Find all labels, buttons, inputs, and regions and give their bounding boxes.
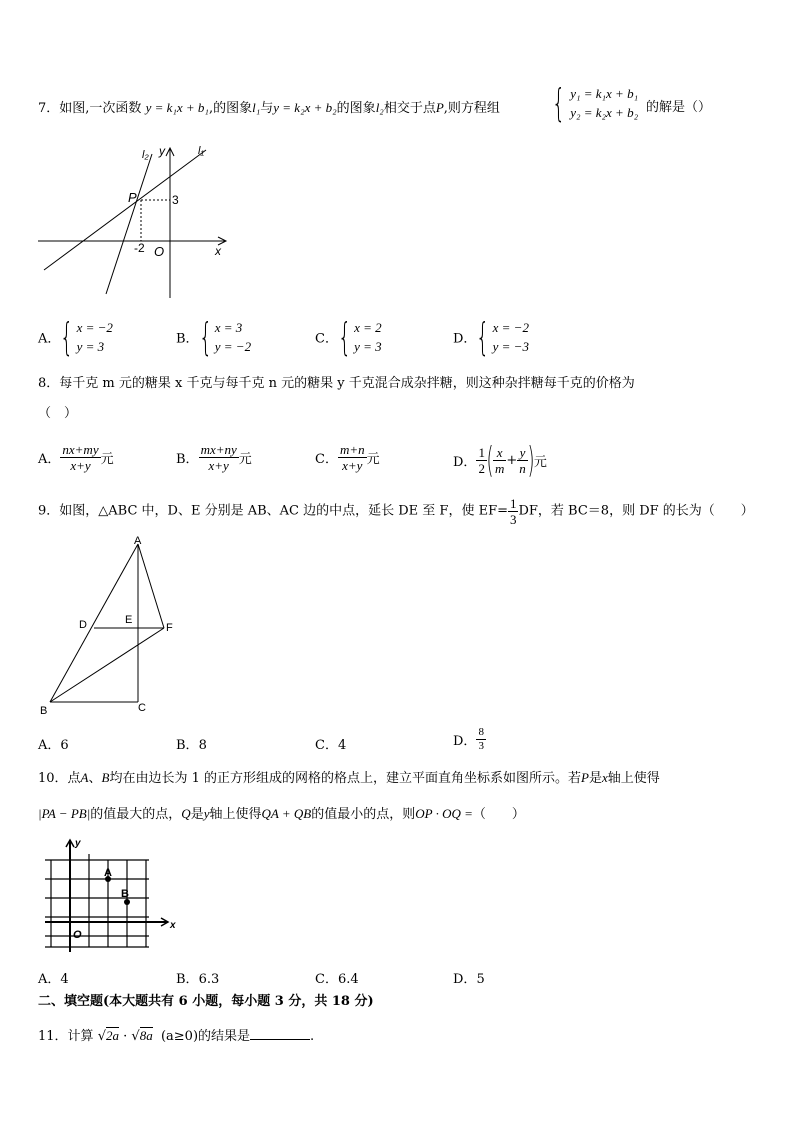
fraction (338, 442, 367, 473)
q9-option-d[interactable] (453, 726, 486, 753)
q7-text: 相交于点 (383, 101, 436, 116)
unit: 元 (366, 452, 380, 467)
option-line-1: x = −2 (492, 320, 529, 335)
q8-paren: （ ） (38, 406, 78, 421)
option-line-1: x = 2 (354, 320, 382, 335)
dot-operator: · (123, 1029, 128, 1044)
q10-grid-figure (40, 836, 185, 954)
point-q: Q (181, 806, 191, 821)
y-axis-label: y (75, 838, 81, 849)
vertex-a-label: A (134, 535, 142, 547)
option-label: A． (38, 452, 61, 467)
option-label: C． (315, 452, 338, 467)
brace-icon: { (337, 315, 352, 359)
option-line-1: x = 3 (214, 320, 243, 335)
q8-option-d[interactable] (453, 440, 547, 481)
brace-icon: { (198, 315, 212, 359)
option-label: C． (315, 331, 338, 347)
numerator: 1 (509, 496, 517, 511)
q7-stem (38, 100, 500, 117)
denominator: x+y (70, 458, 91, 473)
q10-text: 、 (88, 771, 102, 786)
q10-text: 10．点 (38, 771, 81, 786)
denominator: 2 (478, 461, 485, 476)
option-line-2: y = −2 (214, 339, 252, 354)
fraction (517, 445, 528, 476)
option-label: D． (453, 734, 477, 749)
option-label: C． (315, 972, 338, 987)
option-label: D． (453, 455, 477, 470)
answer-blank[interactable] (250, 1039, 310, 1040)
option-value: 4 (337, 738, 347, 753)
grid-lines (45, 854, 149, 947)
q11-stem (38, 1028, 314, 1045)
option-value: 6.3 (198, 972, 220, 987)
option-label: B． (176, 972, 199, 987)
numerator: 1 (478, 445, 485, 460)
sqrt-icon: √ (97, 1029, 106, 1044)
fraction (476, 726, 486, 753)
period: . (310, 1029, 315, 1044)
option-label: C． (315, 738, 338, 753)
q7-equation-system (552, 81, 639, 125)
denominator: x+y (342, 458, 363, 473)
fraction (199, 442, 239, 473)
q8-stem: 8．每千克 m 元的糖果 x 千克与每千克 n 元的糖果 y 千克混合成杂拌糖，则这种杂拌糖每千克的价格为 (38, 376, 635, 391)
point-b: B (101, 770, 110, 785)
option-value: 8 (198, 738, 207, 753)
section-title: 二、填空题(本大题共有 6 小题，每小题 3 分，共 18 分) (38, 994, 374, 1009)
point-f-label: F (166, 622, 173, 634)
l1-label: l₁ (198, 145, 204, 157)
l2-label: l₂ (142, 149, 149, 161)
brace-icon: { (552, 81, 566, 125)
point-e-label: E (125, 614, 133, 626)
q10-line-2 (38, 806, 525, 823)
fraction (476, 445, 487, 476)
numerator: 8 (478, 726, 484, 738)
q7-text: ,的图象 (208, 101, 253, 116)
q10-option-a[interactable] (38, 968, 69, 987)
segment-af (138, 544, 164, 628)
q7-text-end: 的解是（） (646, 100, 712, 115)
q7-equation-1: y = k₁x + b₁ (145, 100, 209, 115)
q7-l1-label: l₁ (252, 100, 261, 115)
q9-text: 9．如图，△ABC 中，D、E 分别是 AB、AC 边的中点，延长 DE 至 F，使 EF= (38, 503, 508, 519)
system-line-2: y₂ = k₂x + b₂ (570, 105, 639, 120)
option-label: A． (38, 972, 61, 987)
option-label: D． (453, 972, 477, 987)
point-p-label: P (128, 190, 137, 205)
q10-text: 均在由边长为 1 的正方形组成的网格的格点上，建立平面直角坐标系如图所示。若 (109, 771, 582, 786)
q9-option-a[interactable] (38, 734, 69, 753)
q11-condition-text: (a≥0)的结果是 (160, 1029, 251, 1044)
denominator: x+y (208, 458, 229, 473)
question-number: 7． (38, 101, 60, 116)
option-line-1: x = −2 (76, 320, 113, 335)
brace-icon: { (476, 315, 490, 359)
denominator: n (519, 461, 526, 476)
brace-icon: { (60, 315, 74, 359)
q10-text: 是 (588, 771, 602, 786)
product-expression: OP · OQ = (415, 806, 473, 821)
q10-line-1 (38, 770, 660, 787)
numerator: y (517, 445, 528, 461)
q9-stem (38, 496, 754, 527)
point-a: A (80, 770, 89, 785)
y-label: y (159, 144, 165, 158)
q8-option-a[interactable] (38, 442, 114, 473)
denominator: m (494, 461, 505, 476)
origin-label: O (73, 929, 82, 941)
fraction (60, 442, 100, 473)
sum-expression: QA + QB (261, 806, 312, 821)
plus-sign: + (506, 453, 518, 468)
q8-option-b[interactable] (176, 442, 252, 473)
q7-text: ,则方程组 (443, 101, 500, 116)
q7-text: 如图,一次函数 (59, 101, 142, 116)
vertex-b-label: B (40, 705, 48, 717)
right-paren-icon: ) (527, 440, 535, 481)
numerator: m+n (339, 442, 365, 457)
option-value: 6 (60, 738, 69, 753)
option-line-2: y = 3 (76, 339, 105, 354)
unit: 元 (100, 452, 114, 467)
x-axis-label: x (170, 920, 176, 931)
radicand-1: 2a (105, 1028, 119, 1043)
q7-l2-label: l₂ (375, 100, 384, 115)
option-label: B． (176, 452, 199, 467)
option-line-2: y = −3 (492, 339, 529, 354)
q8-option-c[interactable] (315, 442, 380, 473)
q7-text: 的图象 (336, 101, 376, 116)
q7-option-b[interactable] (176, 315, 252, 359)
numerator: nx+my (62, 442, 99, 457)
system-line-1: y₁ = k₁x + b₁ (570, 86, 639, 101)
option-label: D． (453, 331, 477, 347)
q10-text: 是 (190, 807, 204, 822)
q10-option-c[interactable] (315, 968, 359, 987)
option-label: A． (38, 331, 61, 347)
q7-option-c[interactable] (315, 315, 382, 359)
q9-option-c[interactable] (315, 734, 346, 753)
q7-equation-2: y = k₂x + b₂ (273, 100, 337, 115)
denominator: 3 (509, 512, 517, 527)
denominator: 3 (478, 740, 484, 752)
sqrt-icon: √ (131, 1029, 140, 1044)
q7-text: 与 (260, 101, 274, 116)
line-l1 (44, 150, 206, 270)
numerator: mx+ny (200, 442, 237, 457)
line-l2 (106, 154, 152, 294)
origin-label: O (154, 244, 165, 259)
option-label: A． (38, 738, 61, 753)
q10-option-d[interactable] (453, 968, 485, 987)
option-line-2: y = 3 (354, 339, 382, 354)
q11-text: 11．计算 (38, 1029, 94, 1044)
q10-option-b[interactable] (176, 968, 219, 987)
vertex-c-label: C (138, 702, 146, 714)
x-label: x (215, 244, 221, 258)
option-label: B． (176, 738, 199, 753)
q10-text: 的值最小的点，则 (311, 807, 416, 822)
left-paren-icon: ( (486, 440, 494, 481)
q7-option-d[interactable] (453, 315, 529, 359)
q9-text: DF，若 BC＝8，则 DF 的长为（ ） (518, 503, 754, 519)
var-y: y (203, 806, 210, 821)
q10-text: 轴上使得 (209, 807, 262, 822)
q7-option-a[interactable] (38, 315, 113, 359)
x-value-label: -2 (134, 241, 145, 255)
option-label: B． (176, 331, 199, 347)
var-x: x (601, 770, 608, 785)
unit: 元 (533, 455, 547, 470)
q7-point-p: P (435, 100, 444, 115)
point-b-label: B (121, 888, 129, 900)
q9-option-b[interactable] (176, 734, 207, 753)
option-value: 5 (476, 972, 485, 987)
radicand-2: 8a (139, 1028, 153, 1043)
fraction (508, 496, 519, 527)
option-value: 4 (60, 972, 69, 987)
point-a-label: A (104, 867, 112, 879)
y-value-label: 3 (172, 193, 179, 207)
option-value: 6.4 (337, 972, 359, 987)
abs-expression: |PA − PB| (38, 806, 91, 821)
numerator: x (493, 445, 506, 461)
q10-text: （ ） (472, 807, 525, 822)
q10-text: 的值最大的点， (90, 807, 182, 822)
point-d-label: D (79, 619, 87, 631)
q10-text: 轴上使得 (607, 771, 660, 786)
unit: 元 (238, 452, 252, 467)
q9-triangle-figure (38, 534, 183, 718)
q7-graph (34, 140, 234, 305)
fraction (493, 445, 506, 476)
point-p: P (581, 770, 589, 785)
segment-bf (50, 628, 164, 702)
